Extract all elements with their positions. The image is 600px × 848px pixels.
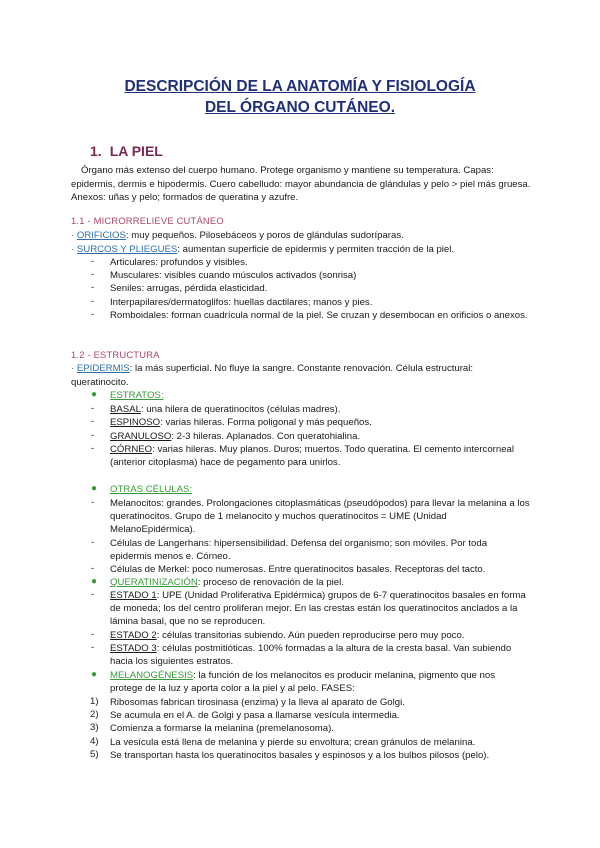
list-dash: - xyxy=(91,589,95,600)
epidermis-line xyxy=(71,362,531,389)
list-dash: - xyxy=(91,642,95,653)
list-item xyxy=(110,416,530,429)
list-dash: - xyxy=(91,497,95,508)
list-item: Comienza a formarse la melanina (premelanosoma). xyxy=(110,723,334,734)
green-bullet-icon: ● xyxy=(91,669,98,680)
list-dash: - xyxy=(91,443,95,454)
orificios-text: : muy pequeños. Pilosebáceos y poros de glándulas sudoríparas. xyxy=(125,230,404,241)
epidermis-text: : la más superficial. No fluye la sangre. Constante renovación. Célula estructural: queratinocito. xyxy=(71,363,474,388)
list-dash: - xyxy=(91,269,95,280)
list-item xyxy=(110,443,530,469)
section-1-number: 1. xyxy=(90,143,102,159)
melanogenesis-line xyxy=(110,669,530,695)
list-item: Romboidales: forman cuadrícula normal de la piel. Se cruzan y desembocan en orificios o anexos. xyxy=(110,310,528,321)
list-item xyxy=(110,430,530,443)
list-item: Se acumula en el A. de Golgi y pasa a llamarse vesícula intermedia. xyxy=(110,710,400,721)
list-item: Seniles: arrugas, pérdida elasticidad. xyxy=(110,283,268,294)
list-dash: - xyxy=(91,430,95,441)
list-item xyxy=(110,642,530,668)
list-dash: - xyxy=(91,256,95,267)
list-item xyxy=(110,629,530,642)
melanogenesis-label: MELANOGÉNESIS xyxy=(110,670,194,681)
estado-term: ESTADO 2 xyxy=(110,630,157,641)
fase-number: 3) xyxy=(90,722,99,733)
green-bullet-icon: ● xyxy=(91,576,98,587)
estrato-text: : 2-3 hileras. Aplanados. Con queratohialina. xyxy=(171,431,361,442)
list-dash: - xyxy=(91,309,95,320)
otras-label-text: OTRAS CÉLULAS: xyxy=(110,484,193,495)
green-bullet-icon: ● xyxy=(91,389,98,400)
orificios-term: ORIFICIOS xyxy=(76,230,126,241)
estrato-term: GRANULOSO xyxy=(110,431,172,442)
orificios-line xyxy=(71,229,404,242)
queratinizacion-label: QUERATINIZACIÓN xyxy=(110,577,198,588)
surcos-text: : aumentan superficie de epidermis y permiten tracción de la piel. xyxy=(177,244,455,255)
fase-number: 5) xyxy=(90,749,99,760)
list-dash: - xyxy=(91,537,95,548)
estado-text: : UPE (Unidad Proliferativa Epidérmica) grupos de 6-7 queratinocitos basales en forma de moneda; los del centro proliferan mejor. En las crestas están los queratinocitos anclados a la lámina basal, que no se reproducen. xyxy=(110,590,526,628)
melanogenesis-text: : la función de los melanocitos es producir melanina, pigmento que nos protege de la luz y aporta color a la piel y al pelo. FASES: xyxy=(110,670,496,695)
surcos-term: SURCOS Y PLIEGUES xyxy=(76,244,178,255)
estrato-term: BASAL xyxy=(110,404,141,415)
bullet-dot: · xyxy=(71,363,75,374)
list-item: Células de Merkel: poco numerosas. Entre queratinocitos basales. Receptoras del tacto. xyxy=(110,564,486,575)
estado-text: : células postmitióticas. 100% formadas a la altura de la cresta basal. Van subiendo hacia los siguientes estratos. xyxy=(110,643,512,668)
document-title-line-1: DESCRIPCIÓN DE LA ANATOMÍA Y FISIOLOGÍA xyxy=(124,78,476,95)
list-dash: - xyxy=(91,563,95,574)
estado-term: ESTADO 3 xyxy=(110,643,157,654)
list-dash: - xyxy=(91,296,95,307)
subsection-1-1-heading: 1.1 - MICRORRELIEVE CUTÁNEO xyxy=(71,215,224,226)
fase-number: 2) xyxy=(90,709,99,720)
fase-number: 4) xyxy=(90,736,99,747)
list-item xyxy=(110,403,530,416)
bullet-dot: · xyxy=(71,230,75,241)
estrato-term: ESPINOSO xyxy=(110,417,161,428)
list-dash: - xyxy=(91,629,95,640)
list-item xyxy=(110,589,530,629)
estrato-text: : una hilera de queratinocitos (células madres). xyxy=(140,404,341,415)
list-item: Musculares: visibles cuando músculos activados (sonrisa) xyxy=(110,270,357,281)
green-bullet-icon: ● xyxy=(91,483,98,494)
estratos-label xyxy=(110,389,530,402)
estratos-label-text: ESTRATOS: xyxy=(110,390,164,401)
section-1-title: LA PIEL xyxy=(109,143,163,159)
estrato-term: CÓRNEO xyxy=(110,444,153,455)
list-item: Interpapilares/dermatoglifos: huellas dactilares; manos y pies. xyxy=(110,297,373,308)
list-item: Se transportan hasta los queratinocitos basales y espinosos y a los bulbos pilosos (pelo). xyxy=(110,750,490,761)
list-item: Células de Langerhans: hipersensibilidad. Defensa del organismo; son móviles. Por toda epidermis menos e. Córneo. xyxy=(110,538,488,563)
document-title-line-2: DEL ÓRGANO CUTÁNEO. xyxy=(204,99,396,116)
list-dash: - xyxy=(91,403,95,414)
otras-label xyxy=(110,483,530,496)
fase-number: 1) xyxy=(90,696,99,707)
estado-text: : células transitorias subiendo. Aún pueden reproducirse pero muy poco. xyxy=(156,630,465,641)
queratinizacion-text: : proceso de renovación de la piel. xyxy=(197,577,344,588)
estrato-text: : varias hileras. Muy planos. Duros; muertos. Todo queratina. El cemento intercorneal (anterior citoplasma) hace de pegamento para unirlos. xyxy=(110,444,515,469)
list-item: Melanocitos: grandes. Prolongaciones citoplasmáticas (pseudópodos) para llevar la melanina a los queratinocitos. Grupo de 1 melanocito y muchos queratinocitos = UME (Unidad MelanoEpidérmica). xyxy=(110,498,530,536)
list-dash: - xyxy=(91,416,95,427)
list-item: Ribosomas fabrican tirosinasa (enzima) y la lleva al aparato de Golgi. xyxy=(110,697,405,708)
list-dash: - xyxy=(91,282,95,293)
epidermis-term: EPIDERMIS xyxy=(76,363,130,374)
section-1-intro: Órgano más extenso del cuerpo humano. Protege organismo y mantiene su temperatura. Capas: epidermis, dermis e hipodermis. Cuero cabelludo: mayor abundancia de glándulas y pelo > piel más gruesa. Anexos: uñas y pelo; formados de queratina y azufre. xyxy=(71,165,531,203)
queratinizacion-line xyxy=(110,576,530,589)
surcos-line xyxy=(71,243,454,256)
estado-term: ESTADO 1 xyxy=(110,590,157,601)
list-item: Articulares: profundos y visibles. xyxy=(110,257,248,268)
subsection-1-2-heading: 1.2 - ESTRUCTURA xyxy=(71,349,160,360)
list-item: La vesícula está llena de melanina y pierde su envoltura; crean gránulos de melanina. xyxy=(110,737,476,748)
bullet-dot: · xyxy=(71,244,75,255)
estrato-text: : varias hileras. Forma poligonal y más pequeños. xyxy=(160,417,372,428)
section-1-heading xyxy=(90,143,163,159)
